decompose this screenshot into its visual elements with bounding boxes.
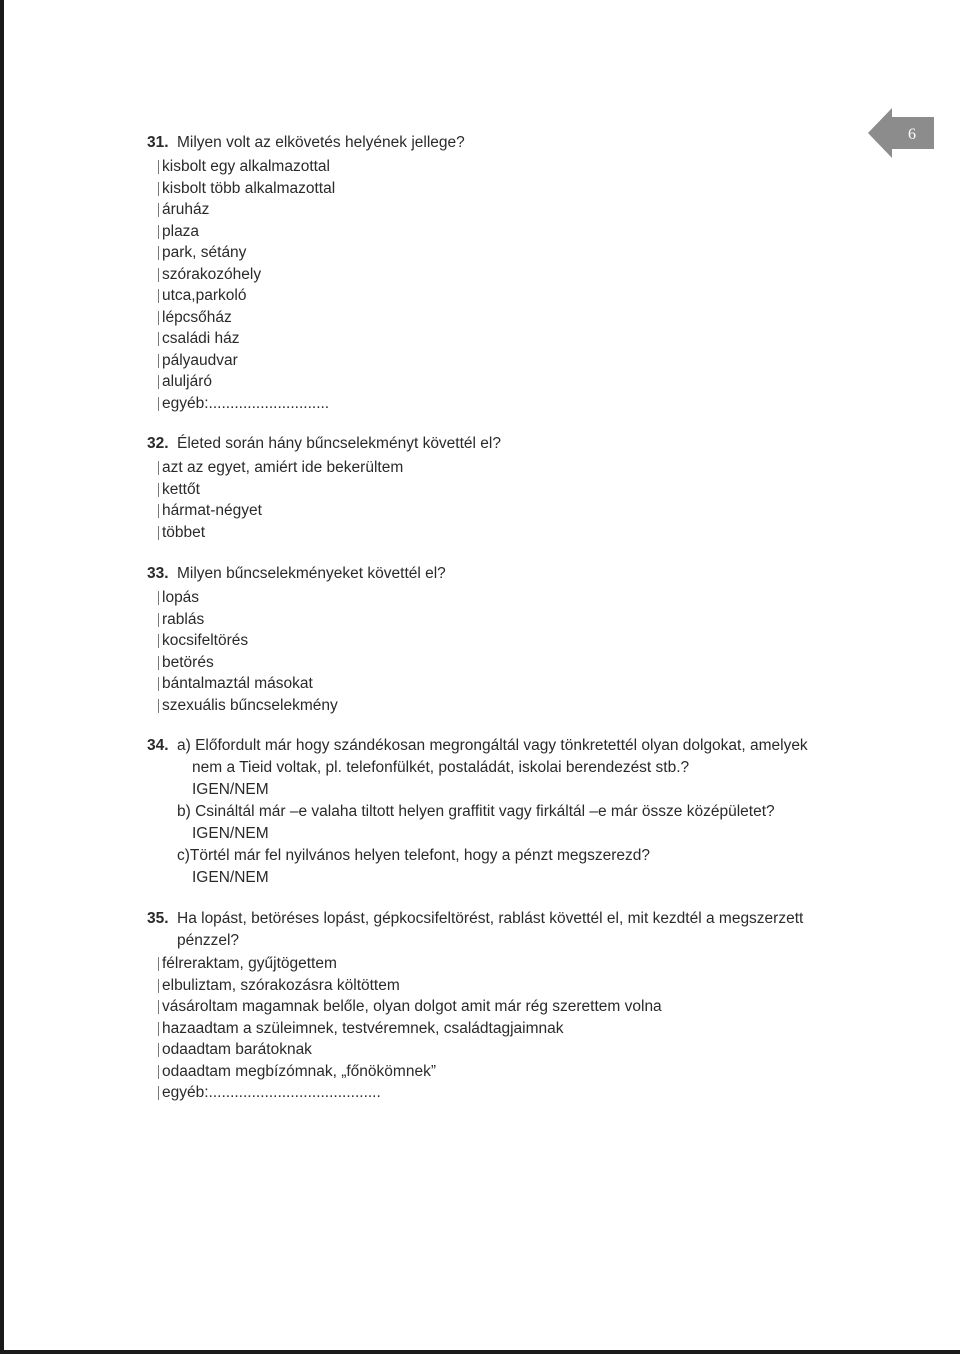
q35-heading <box>147 910 803 928</box>
q32-option[interactable]: többet <box>162 522 205 544</box>
page-number-tab <box>868 108 934 158</box>
q34-number: 34. <box>147 737 169 754</box>
q32-heading <box>147 435 501 453</box>
q32-option[interactable]: hármat-négyet <box>162 500 262 522</box>
q35-option[interactable]: hazaadtam a szüleimnek, testvéremnek, családtagjaimnak <box>162 1018 563 1040</box>
q33-option[interactable]: lopás <box>162 587 199 609</box>
q32-option[interactable]: azt az egyet, amiért ide bekerültem <box>162 457 403 479</box>
q34-a-answer[interactable]: IGEN/NEM <box>192 781 269 798</box>
scan-bottom-edge <box>0 1350 960 1354</box>
q31-option[interactable]: áruház <box>162 199 209 221</box>
q34-c-question: c)Törtél már fel nyilvános helyen telefont, hogy a pénzt megszerezd? <box>177 847 650 864</box>
q31-number: 31. <box>147 134 169 151</box>
q31-option[interactable]: családi ház <box>162 328 240 350</box>
q35-option[interactable]: félreraktam, gyűjtögettem <box>162 953 337 975</box>
q33-question: Milyen bűncselekményeket követtél el? <box>177 565 446 582</box>
q35-question-line1: Ha lopást, betöréses lopást, gépkocsifeltörést, rablást követtél el, mit kezdtél a megszerzett <box>177 910 804 927</box>
q31-option[interactable]: egyéb:............................ <box>162 393 329 415</box>
q33-number: 33. <box>147 565 169 582</box>
q33-option[interactable]: bántalmaztál másokat <box>162 673 313 695</box>
q33-option[interactable]: kocsifeltörés <box>162 630 248 652</box>
q31-question: Milyen volt az elkövetés helyének jellege? <box>177 134 465 151</box>
q35-number: 35. <box>147 910 169 927</box>
q34-b-question: b) Csináltál már –e valaha tiltott helyen graffitit vagy firkáltál –e már össze középületet? <box>177 803 775 820</box>
q31-option[interactable]: szórakozóhely <box>162 264 261 286</box>
scan-left-edge <box>0 0 4 1354</box>
q31-option[interactable]: utca,parkoló <box>162 285 246 307</box>
q32-number: 32. <box>147 435 169 452</box>
q33-option[interactable]: rablás <box>162 609 204 631</box>
q31-option[interactable]: kisbolt egy alkalmazottal <box>162 156 330 178</box>
q34-c-answer[interactable]: IGEN/NEM <box>192 869 269 886</box>
q33-option[interactable]: betörés <box>162 652 214 674</box>
q34-a-question-line1: a) Előfordult már hogy szándékosan megrongáltál vagy tönkretettél olyan dolgokat, amelyek <box>177 737 808 754</box>
q31-option[interactable]: pályaudvar <box>162 350 238 372</box>
q34-a-question-line2: nem a Tieid voltak, pl. telefonfülkét, postaládát, iskolai berendezést stb.? <box>192 759 690 776</box>
q31-option[interactable]: park, sétány <box>162 242 246 264</box>
q32-option[interactable]: kettőt <box>162 479 200 501</box>
q35-option[interactable]: odaadtam megbízómnak, „főnökömnek” <box>162 1061 436 1083</box>
q35-option[interactable]: odaadtam barátoknak <box>162 1039 312 1061</box>
q35-option[interactable]: egyéb:........................................ <box>162 1082 381 1104</box>
q34-heading <box>147 737 808 755</box>
q31-heading <box>147 134 465 152</box>
q31-option[interactable]: kisbolt több alkalmazottal <box>162 178 335 200</box>
q34-b-answer[interactable]: IGEN/NEM <box>192 825 269 842</box>
q35-option[interactable]: vásároltam magamnak belőle, olyan dolgot amit már rég szerettem volna <box>162 996 662 1018</box>
q31-option[interactable]: lépcsőház <box>162 307 232 329</box>
q33-heading <box>147 565 446 583</box>
q31-option[interactable]: aluljáró <box>162 371 212 393</box>
q31-option[interactable]: plaza <box>162 221 199 243</box>
q32-question: Életed során hány bűncselekményt követtél el? <box>177 435 501 452</box>
q35-option[interactable]: elbuliztam, szórakozásra költöttem <box>162 975 400 997</box>
q35-question-line2: pénzzel? <box>177 932 240 949</box>
q33-option[interactable]: szexuális bűncselekmény <box>162 695 338 717</box>
page-number: 6 <box>908 126 916 143</box>
